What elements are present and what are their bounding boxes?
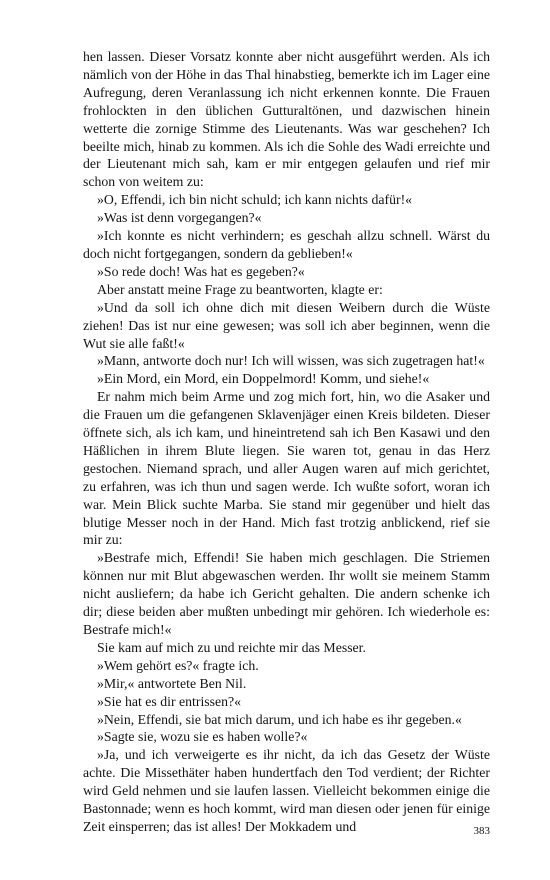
paragraph: »Ja, und ich verweigerte es ihr nicht, da ich das Gesetz der Wüste achte. Die Missethäter haben hundertfach den Tod verdient; der Richter wird Geld nehmen und sie laufen lassen. Vielleicht bekommen einige die Bastonnade; wenn es hoch kommt, wird man diesen oder jenen für einige Zeit einsperren; das ist alles! Der Mokkadem und (83, 747, 490, 834)
paragraph: Aber anstatt meine Frage zu beantworten, klagte er: (97, 281, 383, 297)
paragraph: Er nahm mich beim Arme und zog mich fort, hin, wo die Asaker und die Frauen um die gefangenen Sklavenjäger einen Kreis bildeten. Dieser öffnete sich, als ich kam, und hineintretend sah ich Ben Kasawi und den Häßlichen in ihrem Blute liegen. Sie waren tot, genau in das Herz gestochen. Niemand sprach, und aller Augen waren auf mich gerichtet, zu erfahren, was ich thun und sagen werde. Ich wußte sofort, woran ich war. Mein Blick suchte Marba. Sie stand mir gegenüber und hielt das blutige Messer noch in der Hand. Mich fast trotzig anblickend, rief sie mir zu: (83, 389, 490, 548)
paragraph: »Wem gehört es?« fragte ich. (97, 657, 259, 673)
paragraph: »O, Effendi, ich bin nicht schuld; ich kann nichts dafür!« (97, 192, 413, 208)
paragraph: »Sie hat es dir entrissen?« (97, 693, 242, 709)
paragraph: »Mir,« antwortete Ben Nil. (97, 675, 247, 691)
paragraph: »Was ist denn vorgegangen?« (97, 210, 262, 226)
page-body-text (83, 48, 490, 836)
paragraph: »Mann, antworte doch nur! Ich will wissen, was sich zugetragen hat!« (97, 353, 485, 369)
paragraph: Sie kam auf mich zu und reichte mir das Messer. (97, 639, 366, 655)
paragraph: »Ich konnte es nicht verhindern; es geschah allzu schnell. Wärst du doch nicht fortgegangen, sondern da geblieben!« (83, 228, 490, 261)
paragraph: »Ein Mord, ein Mord, ein Doppelmord! Komm, und siehe!« (97, 371, 430, 387)
paragraph: »So rede doch! Was hat es gegeben?« (97, 263, 305, 279)
paragraph: »Nein, Effendi, sie bat mich darum, und ich habe es ihr gegeben.« (97, 711, 462, 727)
page-number: 383 (473, 825, 490, 837)
paragraph: »Sagte sie, wozu sie es haben wolle?« (97, 729, 308, 745)
paragraph: hen lassen. Dieser Vorsatz konnte aber nicht ausgeführt werden. Als ich nämlich von der Höhe in das Thal hinabstieg, bemerkte ich im Lager eine Aufregung, deren Veranlassung ich nicht erkennen konnte. Die Frauen frohlockten in den üblichen Gutturaltönen, und dazwischen hinein wetterte die zornige Stimme des Lieutenants. Was war geschehen? Ich beeilte mich, hinab zu kommen. Als ich die Sohle des Wadi erreichte und der Lieutenant mich sah, kam er mir entgegen gelaufen und rief mir schon von weitem zu: (83, 49, 490, 190)
paragraph: »Bestrafe mich, Effendi! Sie haben mich geschlagen. Die Striemen können nur mit Blut abgewaschen werden. Ihr wollt sie meinem Stamm nicht ausliefern; da habe ich Gericht gehalten. Die andern schenke ich dir; diese beiden aber mußten unbedingt mir gehören. Ich wiederhole es: Bestrafe mich!« (83, 550, 490, 637)
paragraph: »Und da soll ich ohne dich mit diesen Weibern durch die Wüste ziehen! Das ist nur eine gewesen; was soll ich aber beginnen, wenn die Wut sie alle faßt!« (83, 299, 490, 351)
